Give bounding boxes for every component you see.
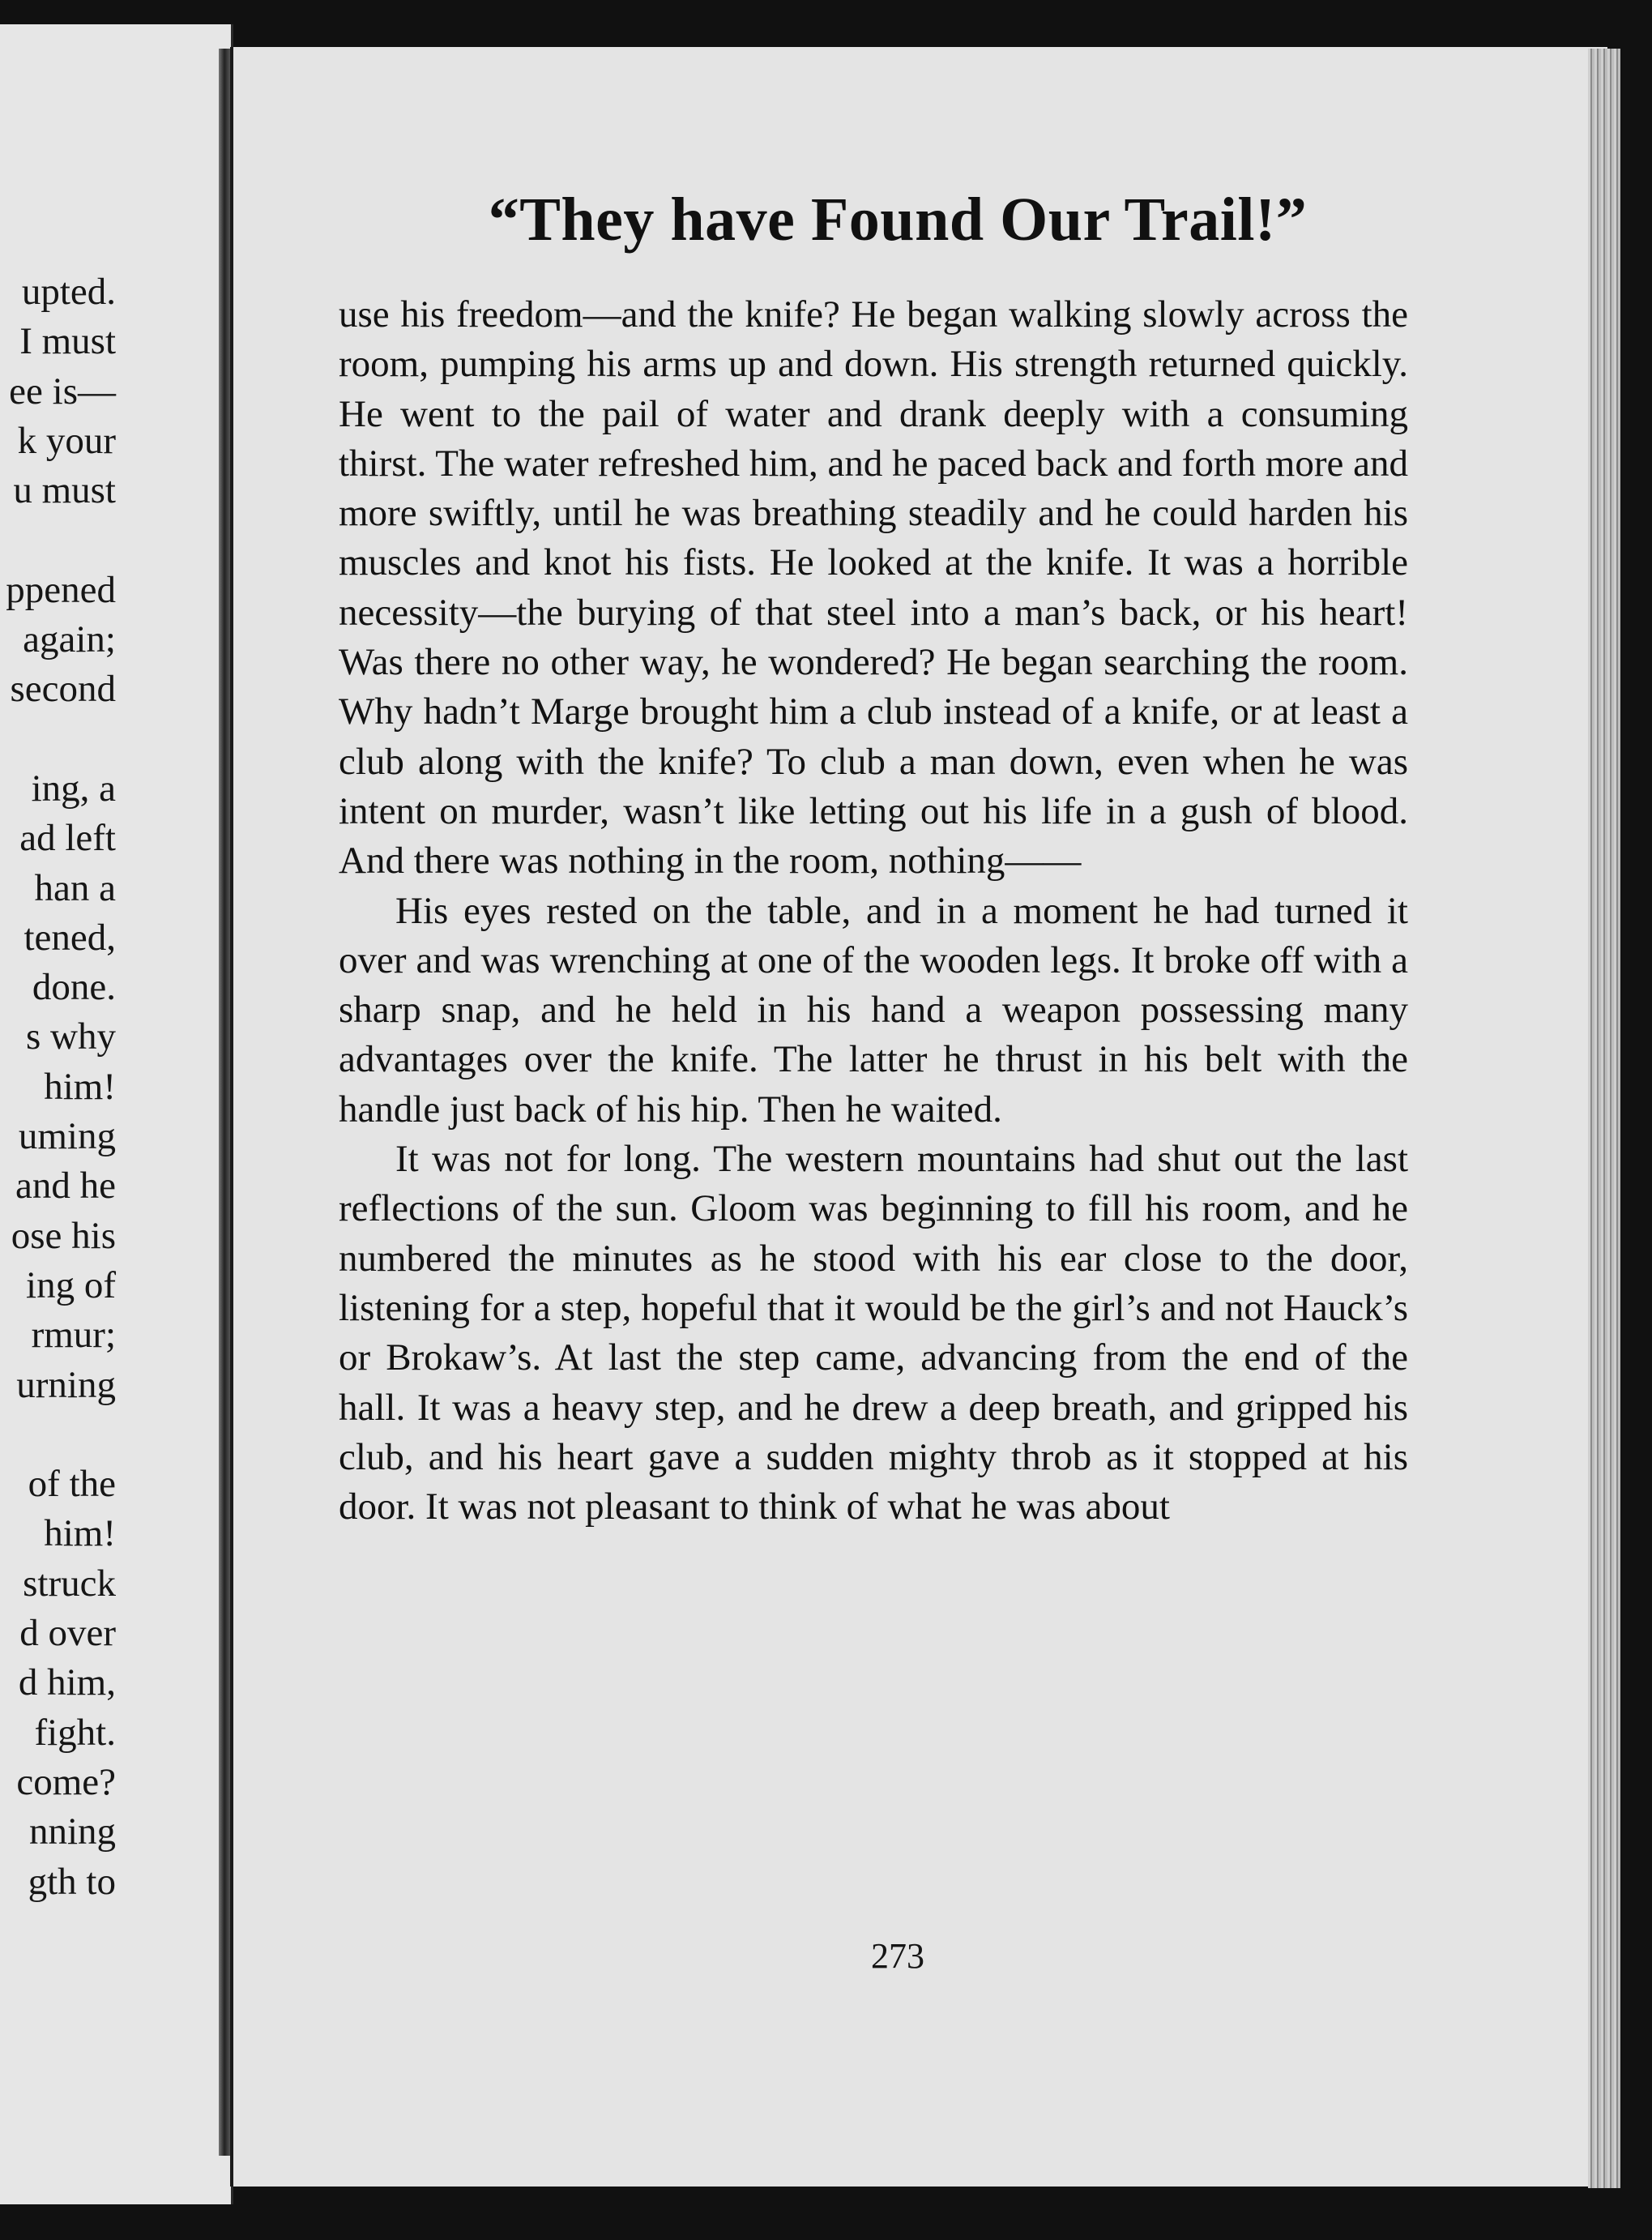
left-page-line: upted. [21,271,116,313]
left-page-line: and he [15,1165,116,1208]
left-page-line: I must [19,320,116,363]
left-page-line [0,1410,116,1460]
paragraph-2: His eyes rested on the table, and in a moment he had turned it over and was wrenching at one of the wooden legs. It broke off with a sharp snap, and he held in his hand a weapon possessing many advantages over the knife. The latter he thrust in his belt with the handle just back of his hip. Then he waited. [339,889,1408,1131]
left-page-line: ing of [26,1263,116,1306]
left-page-line: him! [44,1065,116,1108]
page-number: 273 [871,1936,924,1976]
left-page-line [0,715,116,764]
left-page-line: ee is— [9,370,116,413]
right-page [230,47,1607,2187]
left-page-line: s why [26,1015,116,1058]
left-page-line: urning [16,1363,116,1406]
left-page-line: ppened [6,568,116,611]
left-page-line: uming [18,1115,116,1158]
body-text [339,290,1408,1532]
left-page-line: d him, [18,1661,116,1704]
left-page-line: nning [28,1810,116,1853]
paragraph-1: use his freedom—and the knife? He began walking slowly across the room, pumping his arms up and down. His strength returned quickly. He went to the pail of water and drank deeply with a consuming thirst. The water refreshed him, and he paced back and forth more and more swiftly, until he was breathing steadily and he could harden his muscles and knot his fists. He looked at the knife. It was a horrible necessity—the burying of that steel into a man’s back, or his heart! Was there no other way, he wondered? He began searching the room. Why hadn’t Marge brought him a club instead of a knife, or at least a club along with the knife? To club a man down, even when he was intent on murder, wasn’t like letting out his life in a gush of blood. And there was nothing in the room, nothing—— [339,293,1408,883]
left-page-fragment [0,24,233,2204]
left-page-line: ad left [19,817,116,860]
left-page-line: han a [34,866,116,909]
left-page-line: him! [44,1512,116,1555]
left-page-line: fight. [34,1711,116,1754]
left-page-line: second [10,668,116,711]
left-page-line: gth to [28,1860,116,1903]
left-page-line: d over [19,1612,116,1655]
left-page-line: struck [23,1562,116,1605]
book-gutter [219,49,230,2156]
paragraph-3: It was not for long. The western mountains had shut out the last reflections of the sun. Gloom was beginning to fill his room, and he numbered the minutes as he stood with his ear close to the door, listening for a step, hopeful that it would be the girl’s and not Hauck’s or Brokaw’s. At last the step came, advancing from the end of the hall. It was a heavy step, and he drew a deep breath, and gripped his club, and his heart gave a sudden mighty throb as it stopped at his door. It was not pleasant to think of what he was about [339,1138,1408,1528]
left-page-line: rmur; [31,1314,116,1357]
left-page-line: u must [13,469,116,512]
left-page-line: of the [28,1463,116,1506]
left-page-line: tened, [23,916,116,959]
left-page-line: ing, a [31,767,116,810]
left-page-line: again; [23,618,116,661]
left-page-line: come? [16,1760,116,1803]
left-page-line-fragments [0,267,116,1907]
running-head: “They have Found Our Trail!” [488,186,1308,254]
page-edge-stack [1588,49,1620,2188]
left-page-line: ose his [11,1214,116,1257]
left-page-line: k your [17,419,116,462]
left-page-line [0,515,116,565]
left-page-line: done. [32,966,116,1009]
